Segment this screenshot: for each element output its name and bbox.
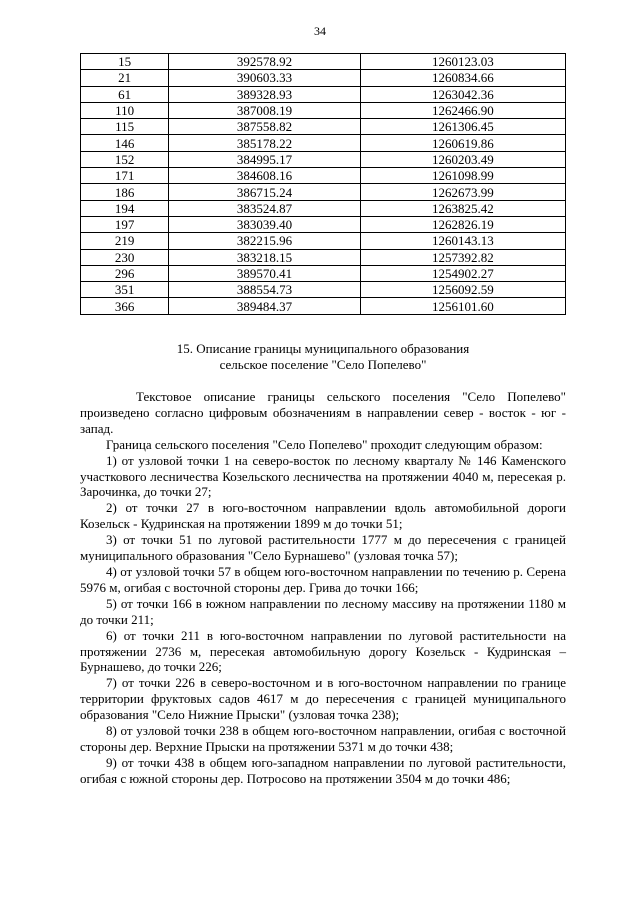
boundary-segment-paragraph: 9) от точки 438 в общем юго-западном направлении по луговой растительности, огибая с южной стороны дер. Потросово на протяжении 3504 м до точки 486; xyxy=(80,754,566,786)
y-coordinate-cell: 1263042.36 xyxy=(360,86,565,102)
point-number-cell: 21 xyxy=(81,70,169,86)
x-coordinate-cell: 386715.24 xyxy=(169,184,360,200)
x-coordinate-cell: 383218.15 xyxy=(169,249,360,265)
x-coordinate-cell: 382215.96 xyxy=(169,233,360,249)
point-number-cell: 197 xyxy=(81,216,169,232)
table-row xyxy=(81,233,566,249)
point-number-cell: 186 xyxy=(81,184,169,200)
y-coordinate-cell: 1262673.99 xyxy=(360,184,565,200)
table-row xyxy=(81,151,566,167)
x-coordinate-cell: 389328.93 xyxy=(169,86,360,102)
table-row xyxy=(81,298,566,314)
y-coordinate-cell: 1257392.82 xyxy=(360,249,565,265)
y-coordinate-cell: 1260123.03 xyxy=(360,54,565,70)
boundary-segment-paragraph: 8) от узловой точки 238 в общем юго-восточном направлении, огибая с восточной стороны дер. Верхние Прыски на протяжении 5371 м до точки 438; xyxy=(80,723,566,754)
point-number-cell: 152 xyxy=(81,151,169,167)
boundary-segment-paragraph: 6) от точки 211 в юго-восточном направлении по луговой растительности на протяжении 2736 м, пересекая автомобильную дорогу Козельск - Кудринская – Бурнашево, до точки 226; xyxy=(80,627,566,675)
table-row xyxy=(81,102,566,118)
x-coordinate-cell: 384608.16 xyxy=(169,168,360,184)
point-number-cell: 230 xyxy=(81,249,169,265)
section-heading-line: сельское поселение "Село Попелево" xyxy=(219,357,427,372)
y-coordinate-cell: 1262826.19 xyxy=(360,216,565,232)
y-coordinate-cell: 1260143.13 xyxy=(360,233,565,249)
boundary-segment-paragraph: 7) от точки 226 в северо-восточном и в юго-восточном направлении по границе территории фруктовых садов 4617 м до пересечения с границей муниципального образования "Село Нижние Прыски" (узловая точка 238); xyxy=(80,675,566,723)
y-coordinate-cell: 1256092.59 xyxy=(360,282,565,298)
point-number-cell: 351 xyxy=(81,282,169,298)
x-coordinate-cell: 389484.37 xyxy=(169,298,360,314)
y-coordinate-cell: 1260203.49 xyxy=(360,151,565,167)
y-coordinate-cell: 1260619.86 xyxy=(360,135,565,151)
section-heading xyxy=(80,341,566,373)
x-coordinate-cell: 384995.17 xyxy=(169,151,360,167)
y-coordinate-cell: 1261306.45 xyxy=(360,119,565,135)
x-coordinate-cell: 383039.40 xyxy=(169,216,360,232)
boundary-segment-paragraph: 4) от узловой точки 57 в общем юго-восточном направлении по течению р. Серена 5976 м, огибая с восточной стороны дер. Грива до точки 166; xyxy=(80,563,566,595)
table-row xyxy=(81,54,566,70)
x-coordinate-cell: 388554.73 xyxy=(169,282,360,298)
boundary-segment-paragraph: 3) от точки 51 по луговой растительности 1777 м до пересечения с границей муниципального образования "Село Бурнашево" (узловая точка 57); xyxy=(80,532,566,564)
point-number-cell: 15 xyxy=(81,54,169,70)
table-row xyxy=(81,168,566,184)
y-coordinate-cell: 1260834.66 xyxy=(360,70,565,86)
point-number-cell: 110 xyxy=(81,102,169,118)
x-coordinate-cell: 389570.41 xyxy=(169,265,360,281)
table-row xyxy=(81,184,566,200)
table-row xyxy=(81,119,566,135)
section-heading-line: 15. Описание границы муниципального образования xyxy=(176,341,470,356)
point-number-cell: 115 xyxy=(81,119,169,135)
point-number-cell: 61 xyxy=(81,86,169,102)
table-row xyxy=(81,265,566,281)
point-number-cell: 219 xyxy=(81,233,169,249)
y-coordinate-cell: 1262466.90 xyxy=(360,102,565,118)
table-row xyxy=(81,86,566,102)
table-row xyxy=(81,216,566,232)
x-coordinate-cell: 383524.87 xyxy=(169,200,360,216)
intro-paragraph: Текстовое описание границы сельского поселения "Село Попелево" произведено согласно цифровым обозначениям в направлении север - восток - юг - запад. xyxy=(80,389,566,436)
page-number: 34 xyxy=(314,24,326,38)
table-row xyxy=(81,70,566,86)
boundary-segment-paragraph: 2) от точки 27 в юго-восточном направлении вдоль автомобильной дороги Козельск - Кудринская на протяжении 1899 м до точки 51; xyxy=(80,500,566,532)
x-coordinate-cell: 387558.82 xyxy=(169,119,360,135)
boundary-segment-paragraph: 1) от узловой точки 1 на северо-восток по лесному кварталу № 146 Каменского участкового лесничества Козельского лесничества на протяжении 4040 м, пересекая р. Зарочинка, до точки 27; xyxy=(80,452,566,500)
x-coordinate-cell: 387008.19 xyxy=(169,102,360,118)
table-row xyxy=(81,200,566,216)
boundary-description xyxy=(80,389,566,787)
table-row xyxy=(81,282,566,298)
x-coordinate-cell: 392578.92 xyxy=(169,54,360,70)
table-row xyxy=(81,135,566,151)
y-coordinate-cell: 1254902.27 xyxy=(360,265,565,281)
y-coordinate-cell: 1261098.99 xyxy=(360,168,565,184)
x-coordinate-cell: 390603.33 xyxy=(169,70,360,86)
point-number-cell: 366 xyxy=(81,298,169,314)
table-row xyxy=(81,249,566,265)
point-number-cell: 296 xyxy=(81,265,169,281)
y-coordinate-cell: 1263825.42 xyxy=(360,200,565,216)
point-number-cell: 146 xyxy=(81,135,169,151)
point-number-cell: 171 xyxy=(81,168,169,184)
point-number-cell: 194 xyxy=(81,200,169,216)
boundary-segment-paragraph: 5) от точки 166 в южном направлении по лесному массиву на протяжении 1180 м до точки 211; xyxy=(80,595,566,627)
y-coordinate-cell: 1256101.60 xyxy=(360,298,565,314)
x-coordinate-cell: 385178.22 xyxy=(169,135,360,151)
coordinates-table xyxy=(80,53,566,315)
paragraph: Граница сельского поселения "Село Попелево" проходит следующим образом: xyxy=(106,436,543,452)
